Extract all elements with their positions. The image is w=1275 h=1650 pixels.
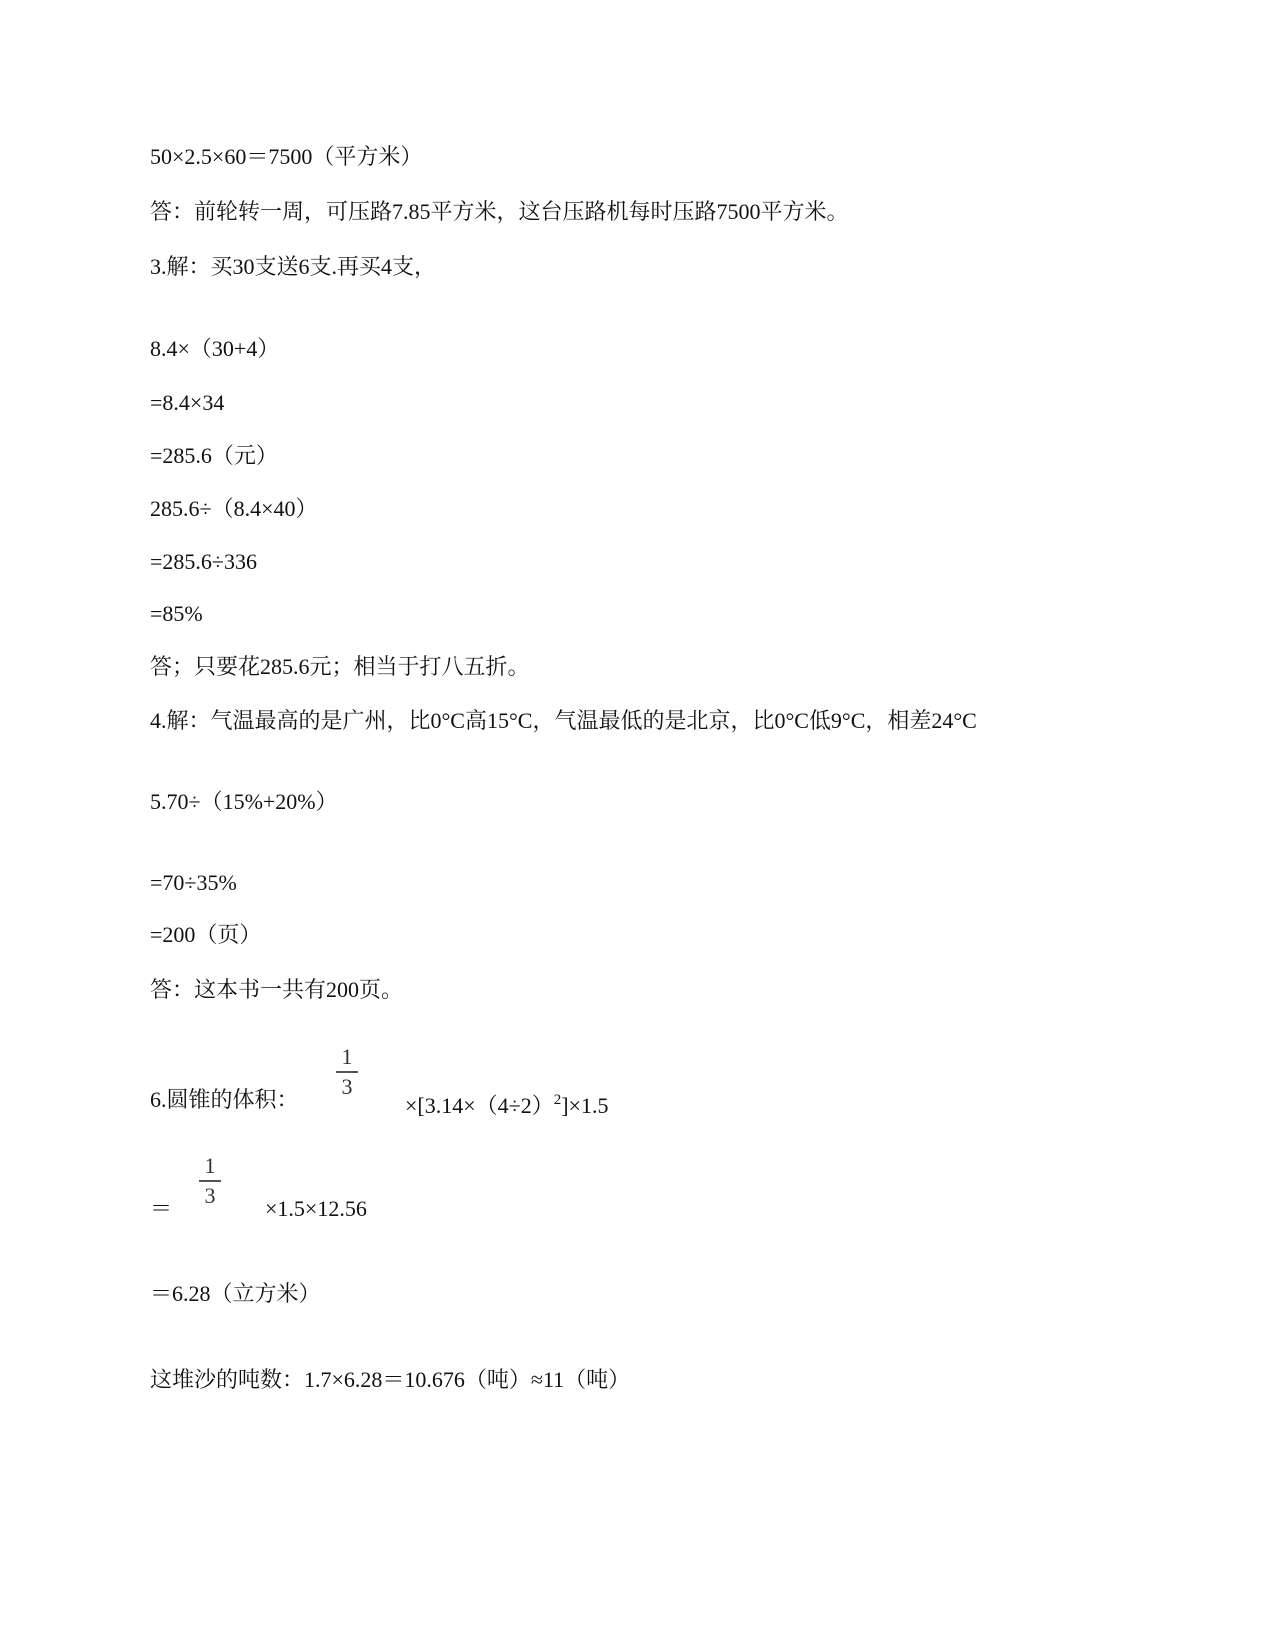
fraction-numerator: 1: [341, 1044, 353, 1069]
fraction-one-third-2: [199, 1154, 221, 1208]
problem-5-step-2: =70÷35%: [150, 870, 237, 895]
cone-volume-step-2: ×1.5×12.56: [265, 1196, 367, 1221]
fraction-denominator: 3: [341, 1073, 353, 1099]
problem-3-step-6: =85%: [150, 601, 203, 626]
problem-3-step-4: 285.6÷（8.4×40）: [150, 496, 318, 521]
sand-tonnage: 这堆沙的吨数：1.7×6.28＝10.676（吨）≈11（吨）: [150, 1367, 631, 1392]
exponent: 2: [553, 1092, 562, 1108]
problem-5-step-3: =200（页）: [150, 922, 262, 947]
fraction-one-third: [336, 1045, 358, 1099]
problem-3-step-2: =8.4×34: [150, 390, 225, 415]
problem-3-step-3: =285.6（元）: [150, 443, 278, 468]
answer-roller: 答：前轮转一周，可压路7.85平方米，这台压路机每时压路7500平方米。: [150, 199, 849, 224]
cone-volume-expr-part-b: ]×1.5: [561, 1093, 609, 1118]
fraction-numerator: 1: [204, 1153, 216, 1178]
fraction-bar: [199, 1180, 221, 1182]
problem-5-answer: 答：这本书一共有200页。: [150, 977, 404, 1002]
problem-3-answer: 答；只要花285.6元；相当于打八五折。: [150, 654, 530, 679]
equals-sign: ＝: [150, 1196, 173, 1221]
cone-volume-expression: [405, 1087, 608, 1119]
fraction-bar: [336, 1071, 358, 1073]
problem-3-step-5: =285.6÷336: [150, 549, 257, 574]
problem-3-step-1: 8.4×（30+4）: [150, 336, 280, 361]
problem-5-step-1: 5.70÷（15%+20%）: [150, 789, 338, 814]
cone-volume-label: 6.圆锥的体积：: [150, 1087, 299, 1112]
problem-4-solution: 4.解：气温最高的是广州，比0°C高15°C，气温最低的是北京，比0°C低9°C，相差24°C: [150, 708, 977, 733]
cone-volume-expr-part-a: ×[3.14×（4÷2）: [405, 1093, 554, 1118]
road-area-calculation: 50×2.5×60＝7500（平方米）: [150, 144, 423, 169]
fraction-denominator: 3: [204, 1182, 216, 1208]
cone-volume-result: ＝6.28（立方米）: [150, 1281, 321, 1306]
problem-3-heading: 3.解：买30支送6支.再买4支，: [150, 254, 437, 279]
